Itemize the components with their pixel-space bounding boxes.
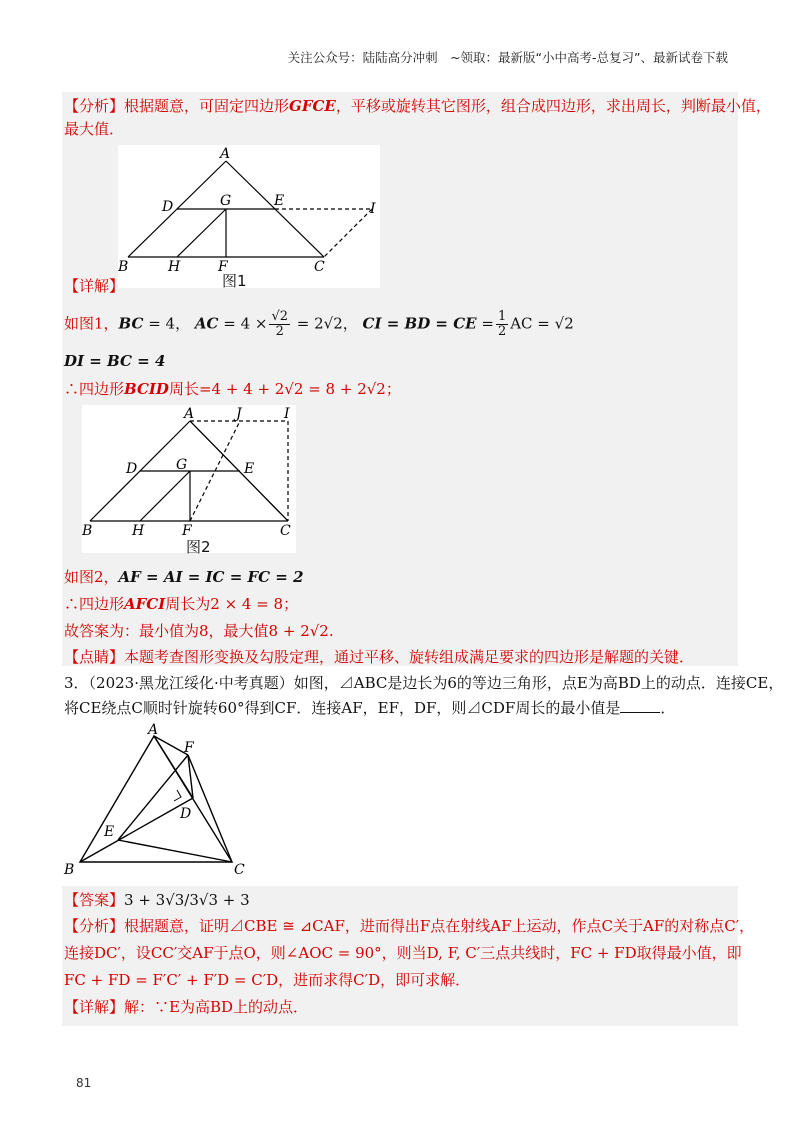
detail-e-var: AFCI <box>124 595 166 613</box>
question-line-2-text: 将CE绕点C顺时针旋转60°得到CF．连接AF，EF，DF，则⊿CDF周长的最小值是 <box>64 699 621 717</box>
fig1-label-C: C <box>314 259 325 275</box>
fig3-label-C: C <box>234 862 245 878</box>
fig1-label-E: E <box>274 193 285 209</box>
fig3-label-E: E <box>104 824 115 840</box>
detail-d-eq: AF = AI = IC = FC = 2 <box>118 568 304 586</box>
figure-1-svg <box>118 145 380 288</box>
fig2-label-I: I <box>284 406 290 422</box>
fig3-label-A: A <box>148 722 159 738</box>
fig1-label-H: H <box>168 259 181 275</box>
analysis2-line-1 <box>64 915 754 937</box>
detail-a-bc: BC <box>118 314 144 333</box>
detail-a-prefix: 如图1， <box>64 314 119 333</box>
fig2-label-G: G <box>176 457 188 473</box>
detail2-tag: 【详解】 <box>64 998 125 1016</box>
detail-line-b: DI = BC = 4 <box>64 352 166 370</box>
fig2-label-B: B <box>82 523 93 539</box>
analysis2-line-3: FC + FD = F′C′ + F′D = C′D，进而求得C′D，即可求解． <box>64 971 471 989</box>
detail-c-var: BCID <box>124 380 169 398</box>
analysis-line-2: 最大值． <box>64 120 125 138</box>
detail-line-d <box>64 566 304 588</box>
answer-blank <box>620 712 660 713</box>
question-line-2-end: ． <box>660 699 676 717</box>
fig2-label-H: H <box>132 523 145 539</box>
detail-line-f: 故答案为：最小值为8，最大值8 + 2√2. <box>64 622 334 640</box>
frac-den: 2 <box>497 324 507 339</box>
detail-a-eq4: = <box>476 314 494 333</box>
detail-a-eq3: = 2√2， <box>292 314 358 333</box>
figure-2-caption: 图2 <box>186 538 211 556</box>
fig1-label-G: G <box>220 193 232 209</box>
detail-line-e <box>64 593 298 615</box>
analysis-line-1 <box>64 95 771 117</box>
fig2-label-C: C <box>280 523 291 539</box>
page-header: 关注公众号：陆陆高分冲刺 ~领取：最新版“小中高考-总复习”、最新试卷下载 <box>287 50 728 65</box>
analysis2-tag: 【分析】 <box>64 917 125 935</box>
detail-line-a <box>64 310 574 339</box>
fig1-label-I: I <box>370 201 376 217</box>
frac-den: 2 <box>275 324 284 339</box>
detail-d-prefix: 如图2， <box>64 568 119 586</box>
fig3-label-F: F <box>184 740 194 756</box>
figure-2 <box>82 405 296 553</box>
fig1-label-A: A <box>220 146 231 162</box>
answer-text: 3 + 3√3/3√3 + 3 <box>124 891 250 909</box>
point-line <box>64 646 694 668</box>
question-line-2 <box>64 697 675 719</box>
fig1-label-F: F <box>218 259 228 275</box>
fig3-label-D: D <box>180 806 192 822</box>
fig2-label-E: E <box>244 461 255 477</box>
frac-num: 1 <box>497 309 507 324</box>
fig3-label-B: B <box>64 862 75 878</box>
detail-c-prefix: ∴四边形 <box>64 380 125 398</box>
detail2-text: 解：∵E为高BD上的动点． <box>124 998 309 1016</box>
fraction-one-half <box>496 310 508 339</box>
point-tag: 【点睛】 <box>64 648 125 666</box>
detail-line-c <box>64 378 401 400</box>
page-number: 81 <box>76 1076 92 1090</box>
detail-a-eq1: = 4， <box>143 314 191 333</box>
analysis2-line-2: 连接DC′，设CC′交AF于点O，则∠AOC = 90°，则当D, F, C′三点共线时，FC + FD取得最小值，即 <box>64 944 742 962</box>
detail-a-eq5: AC = √2 <box>510 314 574 333</box>
point-text: 本题考查图形变换及勾股定理，通过平移、旋转组成满足要求的四边形是解题的关键． <box>124 648 695 666</box>
detail-a-ac: AC <box>194 314 219 333</box>
fig2-label-J: J <box>236 406 242 422</box>
fig2-label-D: D <box>126 461 138 477</box>
detail2-line <box>64 996 308 1018</box>
fig2-label-F: F <box>182 523 192 539</box>
analysis2-text-1: 根据题意，证明⊿CBE ≅ ⊿CAF，进而得出F点在射线AF上运动，作点C关于AF的对称点C′， <box>124 917 755 935</box>
analysis-text: 根据题意，可固定四边形 <box>124 97 290 115</box>
detail-e-prefix: ∴四边形 <box>64 595 125 613</box>
detail-e-text: 周长为2 × 4 = 8； <box>165 595 299 613</box>
fig2-label-A: A <box>184 406 195 422</box>
figure-1 <box>118 145 380 288</box>
detail-c-text: 周长=4 + 4 + 2√2 = 8 + 2√2； <box>168 380 401 398</box>
figure-3 <box>60 722 260 880</box>
answer-line <box>64 889 250 911</box>
analysis-var: GFCE <box>289 97 336 115</box>
figure-1-caption: 图1 <box>222 272 247 290</box>
fraction-sqrt2-over-2 <box>269 310 290 339</box>
fig1-label-D: D <box>162 199 174 215</box>
analysis-tag: 【分析】 <box>64 97 125 115</box>
figure-3-svg <box>60 722 260 880</box>
detail-tag-1: 【详解】 <box>64 277 125 295</box>
detail-a-eq2: = 4 × <box>218 314 268 333</box>
question-line-1: 3．（2023·黑龙江绥化·中考真题）如图，⊿ABC是边长为6的等边三角形，点E为高BD上的动点．连接CE， <box>64 674 784 692</box>
answer-tag: 【答案】 <box>64 891 125 909</box>
analysis-text-cont: ，平移或旋转其它图形，组合成四边形，求出周长，判断最小值， <box>335 97 771 115</box>
detail-a-ci: CI = BD = CE <box>362 314 477 333</box>
frac-num: √2 <box>271 309 289 324</box>
figure-2-svg <box>82 405 296 553</box>
fig1-label-B: B <box>118 259 129 275</box>
